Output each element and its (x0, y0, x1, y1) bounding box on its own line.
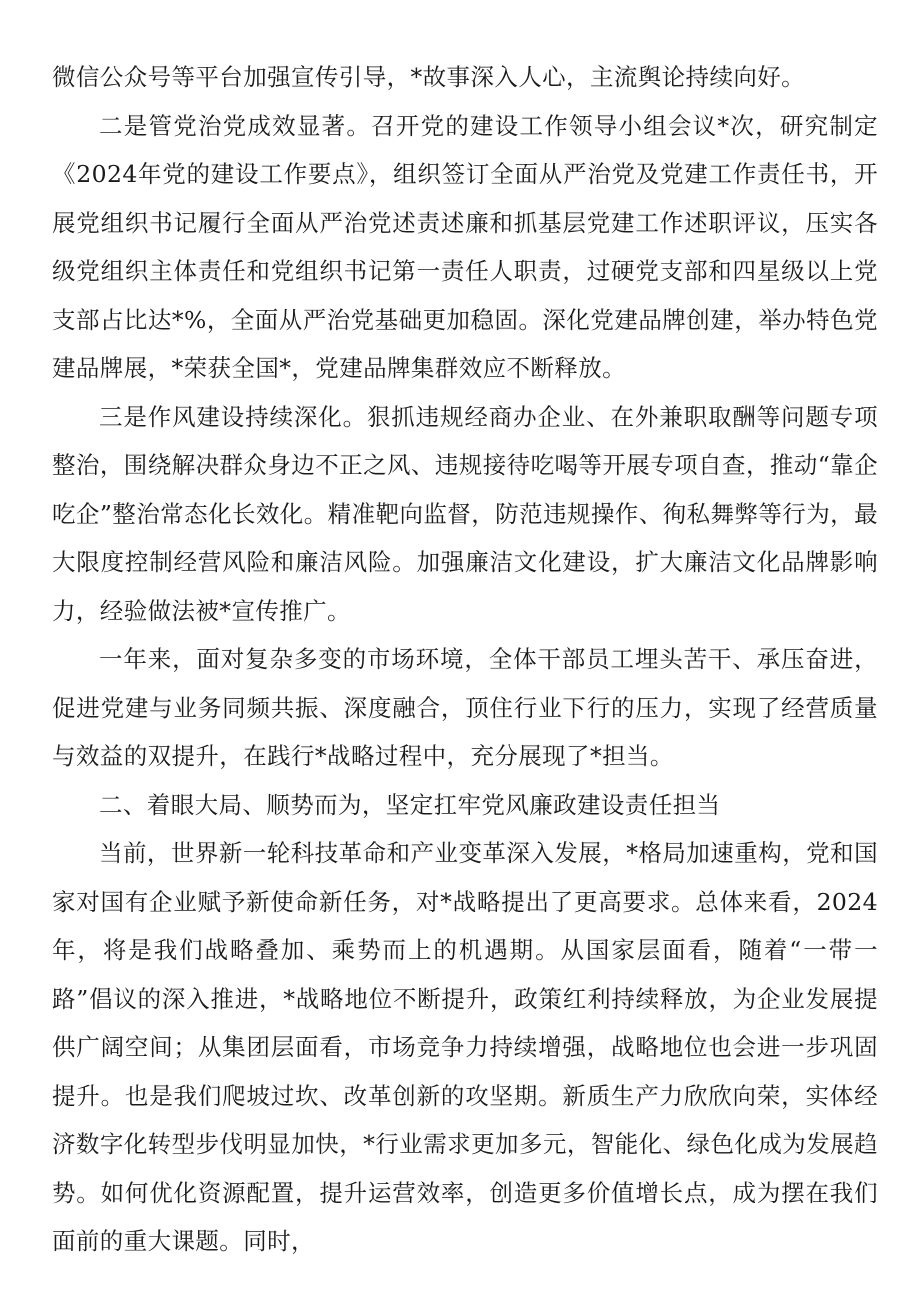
paragraph-continuation: 微信公众号等平台加强宣传引导，*故事深入人心，主流舆论持续向好。 (52, 63, 806, 91)
paragraph-year-summary: 一年来，面对复杂多变的市场环境，全体干部员工埋头苦干、承压奋进，促进党建与业务同频共振、深度融合，顶住行业下行的压力，实现了经营质量与效益的双提升，在践行*战略过程中，充分展现了*担当。 (52, 645, 878, 770)
section-heading: 二、着眼大局、顺势而为，坚定扛牢党风廉政建设责任担当 (99, 790, 721, 819)
paragraph-work-style: 三是作风建设持续深化。狠抓违规经商办企业、在外兼职取酬等问题专项整治，围绕解决群众身边不正之风、违规接待吃喝等开展专项自查，推动“靠企吃企”整治常态化长效化。精准靶向监督，防范违规操作、徇私舞弊等行为，最大限度控制经营风险和廉洁风险。加强廉洁文化建设，扩大廉洁文化品牌影响力，经验做法被*宣传推广。 (52, 402, 878, 625)
document-body (52, 53, 878, 1266)
paragraph-party-governance: 二是管党治党成效显著。召开党的建设工作领导小组会议*次，研究制定《2024年党的建设工作要点》，组织签订全面从严治党及党建工作责任书，开展党组织书记履行全面从严治党述责述廉和抓基层党建工作述职评议，压实各级党组织主体责任和党组织书记第一责任人职责，过硬党支部和四星级以上党支部占比达*%，全面从严治党基础更加稳固。深化党建品牌创建，举办特色党建品牌展，*荣获全国*，党建品牌集群效应不断释放。 (52, 111, 878, 382)
paragraph-current-situation: 当前，世界新一轮科技革命和产业变革深入发展，*格局加速重构，党和国家对国有企业赋予新使命新任务，对*战略提出了更高要求。总体来看，2024年，将是我们战略叠加、乘势而上的机遇期。从国家层面看，随着“一带一路”倡议的深入推进，*战略地位不断提升，政策红利持续释放，为企业发展提供广阔空间；从集团层面看，市场竞争力持续增强，战略地位也会进一步巩固提升。也是我们爬坡过坎、改革创新的攻坚期。新质生产力欣欣向荣，实体经济数字化转型步伐明显加快，*行业需求更加多元，智能化、绿色化成为发展趋势。如何优化资源配置，提升运营效率，创造更多价值增长点，成为摆在我们面前的重大课题。同时， (52, 839, 878, 1255)
